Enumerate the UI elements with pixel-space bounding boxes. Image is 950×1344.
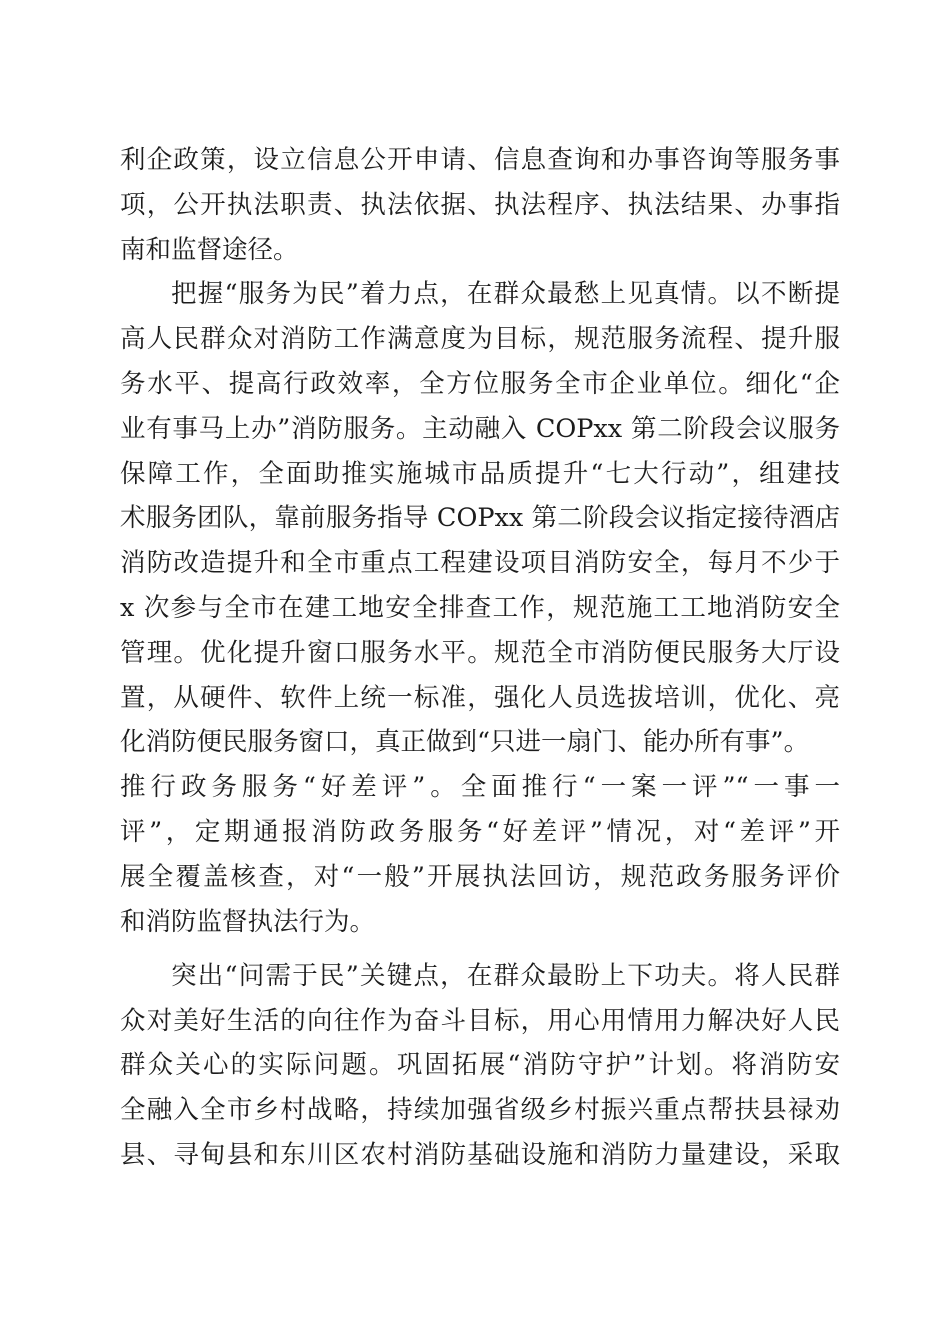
paragraph-line: 高人民群众对消防工作满意度为目标，规范服务流程、提升服 (120, 324, 840, 355)
paragraph-line: 术服务团队，靠前服务指导 COPxx 第二阶段会议指定接待酒店 (120, 503, 840, 534)
paragraph-line: 群众关心的实际问题。巩固拓展“消防守护”计划。将消防安 (120, 1050, 840, 1081)
paragraph-line: 和消防监督执法行为。 (120, 906, 376, 937)
paragraph-line: 全融入全市乡村战略，持续加强省级乡村振兴重点帮扶县禄劝 (120, 1095, 840, 1126)
paragraph-1 (120, 138, 840, 272)
paragraph-line: 推行政务服务“好差评”。全面推行“一案一评”“一事一 (120, 772, 840, 803)
paragraph-line: 化消防便民服务窗口，真正做到“只进一扇门、能办所有事”。 (120, 727, 810, 758)
paragraph-first-line: 把握“服务为民”着力点，在群众最愁上见真情。以不断提 (171, 279, 840, 310)
paragraph-line: 置，从硬件、软件上统一标准，强化人员选拔培训，优化、亮 (120, 682, 840, 713)
paragraph-3 (120, 954, 840, 1178)
paragraph-line: 众对美好生活的向往作为奋斗目标，用心用情用力解决好人民 (120, 1005, 840, 1036)
paragraph-line: x 次参与全市在建工地安全排查工作，规范施工工地消防安全 (120, 592, 840, 623)
paragraph-2 (120, 272, 840, 944)
paragraph-line: 业有事马上办”消防服务。主动融入 COPxx 第二阶段会议服务 (120, 413, 840, 444)
paragraph-line: 管理。优化提升窗口服务水平。规范全市消防便民服务大厅设 (120, 637, 840, 668)
paragraph-line: 项，公开执法职责、执法依据、执法程序、执法结果、办事指 (120, 189, 840, 220)
paragraph-line: 利企政策，设立信息公开申请、信息查询和办事咨询等服务事 (120, 145, 840, 175)
paragraph-line: 县、寻甸县和东川区农村消防基础设施和消防力量建设，采取 (120, 1139, 840, 1170)
paragraph-line: 消防改造提升和全市重点工程建设项目消防安全，每月不少于 (120, 548, 840, 579)
document-body (120, 138, 840, 1178)
paragraph-line: 南和监督途径。 (120, 234, 299, 265)
paragraph-first-line: 突出“问需于民”关键点，在群众最盼上下功夫。将人民群 (171, 960, 840, 991)
paragraph-line: 务水平、提高行政效率，全方位服务全市企业单位。细化“企 (120, 368, 840, 399)
paragraph-line: 评”，定期通报消防政务服务“好差评”情况，对“差评”开 (120, 816, 840, 847)
paragraph-gap (120, 944, 840, 953)
paragraph-line: 展全覆盖核查，对“一般”开展执法回访，规范政务服务评价 (120, 861, 840, 892)
paragraph-line: 保障工作，全面助推实施城市品质提升“七大行动”，组建技 (120, 458, 840, 489)
